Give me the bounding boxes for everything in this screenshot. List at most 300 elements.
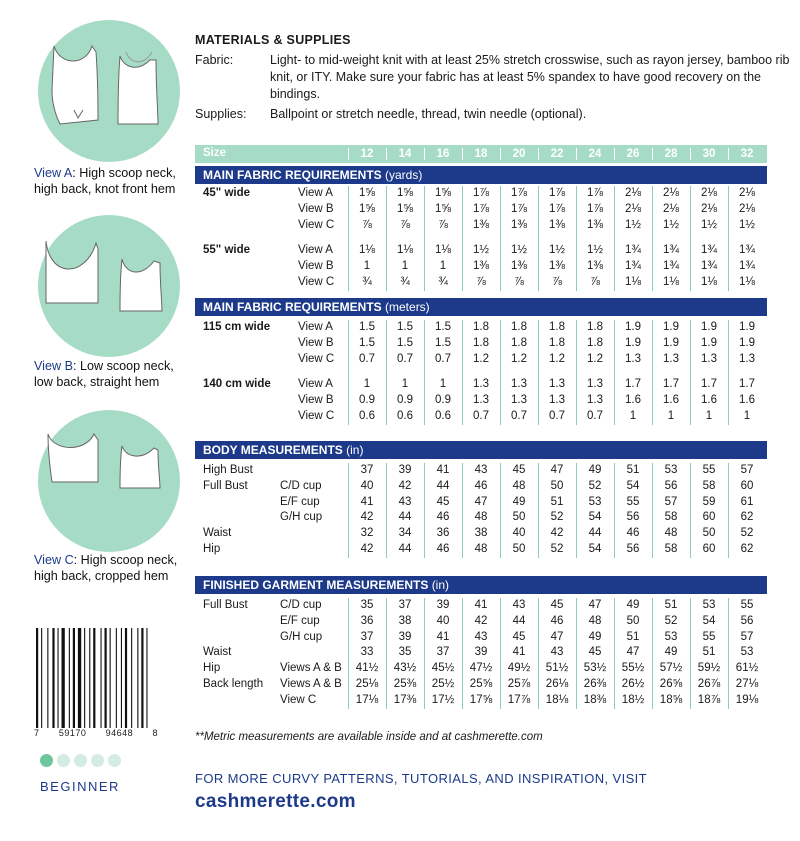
supplies-label: Supplies: (195, 107, 247, 121)
table-cell: 32 (360, 527, 374, 540)
barcode (34, 628, 158, 728)
column-divider (500, 148, 501, 160)
section-unit: (meters) (385, 300, 430, 314)
column-divider (614, 148, 615, 160)
column-divider (386, 148, 387, 160)
skill-dot (57, 754, 70, 767)
table-cell: 59 (702, 495, 716, 508)
table-cell: 36 (360, 614, 374, 627)
table-cell: 46 (436, 543, 450, 555)
table-cell: ⅞ (590, 276, 600, 288)
size-header-cell: 14 (398, 148, 412, 160)
table-cell: 53 (740, 646, 754, 659)
table-cell: 47 (474, 495, 488, 508)
skill-level: BEGINNER (40, 779, 120, 794)
table-cell: 1.9 (701, 336, 717, 349)
column-divider (728, 463, 729, 558)
table-cell: 45½ (431, 662, 455, 675)
column-divider (462, 148, 463, 160)
table-cell: 39 (398, 630, 412, 643)
column-divider (728, 186, 729, 291)
row-label: Back length (203, 678, 264, 690)
table-cell: 46 (626, 527, 640, 540)
size-header-label: Size (203, 147, 227, 159)
table-cell: 43 (474, 630, 488, 643)
table-cell: 1⅜ (473, 260, 489, 273)
table-cell: 58 (702, 479, 716, 492)
website-link[interactable]: cashmerette.com (195, 791, 356, 812)
table-cell: 0.7 (397, 352, 413, 365)
column-divider (576, 598, 577, 709)
view-c-caption: View C: High scoop neck, high back, cropped hem (34, 553, 178, 584)
table-cell: 1⅞ (587, 187, 603, 199)
table-cell: 61 (740, 495, 754, 508)
table-cell: 49½ (507, 662, 531, 675)
table-cell: 1½ (587, 244, 603, 257)
skill-dot (40, 754, 53, 767)
fabric-label: Fabric: (195, 53, 234, 67)
table-cell: 2⅛ (701, 202, 717, 215)
table-cell: 1.2 (511, 352, 527, 365)
table-cell: 1½ (625, 218, 641, 231)
table-cell: 1⅛ (625, 276, 641, 288)
table-cell: 39 (436, 599, 450, 611)
table-cell: 1¾ (663, 244, 679, 257)
view-b-caption: View B: Low scoop neck, low back, straight hem (34, 359, 174, 390)
row-sublabel: G/H cup (280, 511, 323, 524)
table-cell: 53 (588, 495, 602, 508)
table-cell: 42 (550, 527, 564, 540)
table-cell: 55 (626, 495, 640, 508)
section-header (195, 298, 767, 316)
table-cell: 53½ (583, 662, 607, 675)
table-cell: 1.3 (663, 352, 679, 365)
table-cell: 54 (588, 511, 602, 524)
supplies-row (195, 106, 795, 124)
skill-level-dots (40, 754, 121, 767)
table-cell: 1.5 (397, 321, 413, 333)
table-cell: 42 (360, 543, 374, 555)
column-divider (386, 320, 387, 425)
table-cell: 41 (474, 599, 488, 611)
table-cell: 52 (664, 614, 678, 627)
table-cell: 0.7 (359, 352, 375, 365)
table-cell: 1.9 (625, 321, 641, 333)
row-sublabel: View A (298, 187, 333, 199)
table-cell: 2⅛ (625, 187, 641, 199)
table-cell: 48 (664, 527, 678, 540)
row-label: Full Bust (203, 479, 248, 492)
table-cell: 49 (664, 646, 678, 659)
table-cell: 62 (740, 511, 754, 524)
skill-dot (74, 754, 87, 767)
table-cell: 50 (702, 527, 716, 540)
table-cell: 1⅜ (587, 260, 603, 273)
column-divider (614, 186, 615, 291)
row-sublabel: Views A & B (280, 662, 342, 675)
section-title: FINISHED GARMENT MEASUREMENTS (203, 578, 429, 592)
column-divider (576, 148, 577, 160)
table-cell: 1⅝ (397, 187, 413, 199)
table-cell: 44 (588, 527, 602, 540)
row-sublabel: View C (298, 218, 335, 231)
view-a-caption: View A: High scoop neck, high back, knot front hem (34, 166, 176, 197)
table-cell: 54 (626, 479, 640, 492)
table-cell: 53 (664, 464, 678, 476)
table-cell: 48 (588, 614, 602, 627)
table-cell: 1⅜ (511, 260, 527, 273)
table-cell: 1.3 (473, 394, 489, 407)
table-cell: 35 (360, 599, 374, 611)
table-cell: 59½ (697, 662, 721, 675)
table-cell: 1.9 (663, 336, 679, 349)
row-label: Waist (203, 527, 232, 540)
table-cell: 45 (588, 646, 602, 659)
view-c-illustration (38, 410, 180, 552)
table-cell: 51 (702, 646, 716, 659)
table-cell: 60 (740, 479, 754, 492)
table-cell: 1⅛ (397, 244, 413, 257)
table-cell: 41 (436, 630, 450, 643)
size-header-cell: 26 (626, 148, 640, 160)
table-cell: 1⅞ (511, 187, 527, 199)
table-cell: 47 (550, 630, 564, 643)
row-sublabel: View B (298, 336, 334, 349)
table-cell: 1 (439, 378, 447, 391)
column-divider (386, 463, 387, 558)
table-cell: 0.7 (549, 410, 565, 422)
table-cell: 58 (664, 511, 678, 524)
table-cell: 1.8 (511, 336, 527, 349)
group-label: 45" wide (203, 187, 250, 199)
section-header (195, 576, 767, 594)
table-cell: 1.3 (511, 394, 527, 407)
skill-dot (91, 754, 104, 767)
column-divider (500, 598, 501, 709)
table-cell: 2⅛ (625, 202, 641, 215)
column-divider (652, 598, 653, 709)
column-divider (652, 320, 653, 425)
table-cell: 56 (740, 614, 754, 627)
table-cell: 55 (702, 464, 716, 476)
column-divider (424, 320, 425, 425)
table-cell: 36 (436, 527, 450, 540)
table-cell: 42 (360, 511, 374, 524)
column-divider (690, 186, 691, 291)
table-cell: 1½ (701, 218, 717, 231)
table-cell: 1⅞ (587, 202, 603, 215)
table-cell: 1.9 (739, 336, 755, 349)
column-divider (348, 320, 349, 425)
table-cell: 1.9 (739, 321, 755, 333)
column-divider (728, 598, 729, 709)
table-cell: 1.7 (701, 378, 717, 391)
table-cell: 27⅛ (735, 678, 759, 690)
row-sublabel: View B (298, 202, 334, 215)
table-cell: 1 (401, 260, 409, 273)
table-cell: 61½ (735, 662, 759, 675)
size-header-cell: 28 (664, 148, 678, 160)
table-cell: 56 (664, 479, 678, 492)
table-cell: 1 (401, 378, 409, 391)
table-cell: 1⅝ (435, 202, 451, 215)
size-header-cell: 20 (512, 148, 526, 160)
table-cell: 40 (360, 479, 374, 492)
table-cell: 25⅜ (393, 678, 417, 690)
table-cell: 57 (664, 495, 678, 508)
group-label: 140 cm wide (203, 378, 271, 391)
table-cell: 0.7 (435, 352, 451, 365)
section-unit: (in) (346, 443, 364, 457)
table-cell: 56 (626, 543, 640, 555)
table-cell: 43 (398, 495, 412, 508)
table-cell: 17⅝ (469, 693, 493, 706)
table-cell: 46 (474, 479, 488, 492)
column-divider (462, 598, 463, 709)
column-divider (462, 463, 463, 558)
size-header-cell: 18 (474, 148, 488, 160)
table-cell: 1.2 (587, 352, 603, 365)
column-divider (728, 148, 729, 160)
table-cell: 49 (512, 495, 526, 508)
table-cell: 56 (626, 511, 640, 524)
table-cell: 1⅝ (397, 202, 413, 215)
table-cell: 1⅜ (511, 218, 527, 231)
table-cell: 50 (550, 479, 564, 492)
table-cell: 1¾ (663, 260, 679, 273)
column-divider (614, 320, 615, 425)
view-b-illustration (38, 215, 180, 357)
table-cell: 50 (512, 511, 526, 524)
table-cell: 1 (363, 260, 371, 273)
table-cell: 44 (398, 511, 412, 524)
table-cell: 57 (740, 630, 754, 643)
fabric-row (195, 52, 795, 104)
table-cell: 52 (550, 543, 564, 555)
barcode-numbers: 7 59170 94648 8 (34, 728, 158, 738)
table-cell: 1 (743, 410, 751, 422)
table-cell: 1⅞ (473, 202, 489, 215)
size-header-cell: 16 (436, 148, 450, 160)
group-label: 115 cm wide (203, 321, 271, 333)
view-a-illustration (38, 20, 180, 162)
column-divider (576, 320, 577, 425)
table-cell: 1.9 (663, 321, 679, 333)
table-cell: 57½ (659, 662, 683, 675)
table-cell: ¾ (362, 276, 372, 288)
table-cell: 1⅛ (359, 244, 375, 257)
table-cell: ⅞ (400, 218, 410, 231)
table-cell: 0.7 (473, 410, 489, 422)
row-sublabel: View B (298, 394, 334, 407)
table-cell: 1½ (663, 218, 679, 231)
table-cell: 51 (550, 495, 564, 508)
table-cell: 45 (512, 630, 526, 643)
table-cell: 60 (702, 543, 716, 555)
row-sublabel: View A (298, 378, 333, 391)
fabric-text: Light- to mid-weight knit with at least 25% stretch crosswise, such as rayon jersey, bamboo rib knit, or ITY. Make sure your fabric has at least 5% spandex to have good recovery on the bindings. (270, 53, 790, 101)
section-title: MAIN FABRIC REQUIREMENTS (203, 168, 382, 182)
table-cell: 25⅝ (469, 678, 493, 690)
table-cell: 52 (588, 479, 602, 492)
table-cell: 1⅞ (511, 202, 527, 215)
column-divider (500, 463, 501, 558)
row-sublabel: View C (298, 276, 335, 288)
column-divider (538, 463, 539, 558)
table-cell: 1.2 (549, 352, 565, 365)
table-cell: 1½ (739, 218, 755, 231)
table-cell: 54 (588, 543, 602, 555)
column-divider (538, 148, 539, 160)
table-cell: 0.7 (587, 410, 603, 422)
table-cell: 26⅛ (545, 678, 569, 690)
table-cell: 1.7 (625, 378, 641, 391)
column-divider (576, 186, 577, 291)
table-cell: 33 (360, 646, 374, 659)
table-cell: 1 (705, 410, 713, 422)
row-sublabel: E/F cup (280, 495, 320, 508)
table-cell: 1.8 (511, 321, 527, 333)
column-divider (500, 320, 501, 425)
row-sublabel: View A (298, 321, 333, 333)
column-divider (462, 186, 463, 291)
table-cell: 26⅜ (583, 678, 607, 690)
table-cell: 1.8 (473, 321, 489, 333)
table-cell: 1⅜ (549, 260, 565, 273)
table-cell: 1.8 (587, 321, 603, 333)
table-cell: ¾ (438, 276, 448, 288)
table-cell: 1½ (473, 244, 489, 257)
table-cell: 1½ (511, 244, 527, 257)
table-cell: 45 (550, 599, 564, 611)
table-cell: 43 (474, 464, 488, 476)
table-cell: 1¾ (625, 260, 641, 273)
table-cell: 45 (436, 495, 450, 508)
table-cell: 37 (398, 599, 412, 611)
table-cell: 1.8 (473, 336, 489, 349)
section-title: BODY MEASUREMENTS (203, 443, 343, 457)
table-cell: 0.6 (359, 410, 375, 422)
table-cell: 18⅞ (697, 693, 721, 706)
table-cell: 1.6 (701, 394, 717, 407)
table-cell: 1.3 (625, 352, 641, 365)
table-cell: 1.3 (587, 394, 603, 407)
table-cell: 2⅛ (663, 202, 679, 215)
table-cell: 1 (363, 378, 371, 391)
table-cell: 0.9 (435, 394, 451, 407)
table-cell: 1.2 (473, 352, 489, 365)
table-cell: 1.9 (625, 336, 641, 349)
table-cell: 1.9 (701, 321, 717, 333)
table-cell: 25⅞ (507, 678, 531, 690)
column-divider (424, 148, 425, 160)
column-divider (424, 186, 425, 291)
table-cell: 44 (512, 614, 526, 627)
table-cell: 43 (512, 599, 526, 611)
table-cell: 43½ (393, 662, 417, 675)
table-cell: 18⅛ (545, 693, 569, 706)
table-cell: 1.5 (359, 321, 375, 333)
table-cell: 1.6 (663, 394, 679, 407)
table-cell: 26⅞ (697, 678, 721, 690)
table-cell: 39 (398, 464, 412, 476)
table-cell: 52 (740, 527, 754, 540)
table-cell: 46 (436, 511, 450, 524)
table-cell: 41 (360, 495, 374, 508)
table-cell: 39 (474, 646, 488, 659)
table-cell: 0.9 (397, 394, 413, 407)
table-cell: 1.6 (625, 394, 641, 407)
table-cell: 1.7 (663, 378, 679, 391)
table-cell: 46 (550, 614, 564, 627)
column-divider (652, 463, 653, 558)
table-cell: 1⅜ (549, 218, 565, 231)
table-cell: 41 (512, 646, 526, 659)
table-cell: 44 (436, 479, 450, 492)
size-header-cell: 24 (588, 148, 602, 160)
table-cell: 52 (550, 511, 564, 524)
table-cell: 1⅛ (701, 276, 717, 288)
table-cell: 1.3 (701, 352, 717, 365)
table-cell: 51 (626, 464, 640, 476)
table-cell: 1⅜ (587, 218, 603, 231)
table-cell: 35 (398, 646, 412, 659)
table-cell: 1.3 (587, 378, 603, 391)
table-cell: 47½ (469, 662, 493, 675)
supplies-text: Ballpoint or stretch needle, thread, twin needle (optional). (270, 107, 587, 121)
column-divider (690, 598, 691, 709)
table-cell: 18⅝ (659, 693, 683, 706)
column-divider (462, 320, 463, 425)
table-cell: 45 (512, 464, 526, 476)
table-cell: ⅞ (552, 276, 562, 288)
table-cell: 47 (588, 599, 602, 611)
table-cell: 25⅛ (355, 678, 379, 690)
table-cell: 26⅝ (659, 678, 683, 690)
column-divider (348, 148, 349, 160)
table-cell: 1.3 (739, 352, 755, 365)
column-divider (690, 148, 691, 160)
table-cell: ¾ (400, 276, 410, 288)
column-divider (652, 186, 653, 291)
table-cell: ⅞ (362, 218, 372, 231)
table-cell: 1.3 (549, 394, 565, 407)
table-cell: 1⅝ (435, 187, 451, 199)
table-cell: 37 (436, 646, 450, 659)
row-sublabel: C/D cup (280, 599, 322, 611)
table-cell: 1¾ (701, 260, 717, 273)
section-header (195, 166, 767, 184)
table-cell: 49 (588, 630, 602, 643)
table-cell: 1.5 (435, 336, 451, 349)
table-cell: 51 (664, 599, 678, 611)
table-cell: 1.5 (359, 336, 375, 349)
table-cell: 1⅝ (359, 187, 375, 199)
row-sublabel: View A (298, 244, 333, 257)
table-cell: 49 (588, 464, 602, 476)
row-sublabel: View C (298, 410, 335, 422)
row-label: Waist (203, 646, 232, 659)
row-label: Hip (203, 543, 221, 555)
table-cell: 1.5 (435, 321, 451, 333)
table-cell: 50 (512, 543, 526, 555)
column-divider (614, 598, 615, 709)
table-cell: 49 (626, 599, 640, 611)
table-cell: 18½ (621, 693, 645, 706)
table-cell: 17⅞ (507, 693, 531, 706)
group-label: 55" wide (203, 244, 250, 257)
size-header-cell: 32 (740, 148, 754, 160)
